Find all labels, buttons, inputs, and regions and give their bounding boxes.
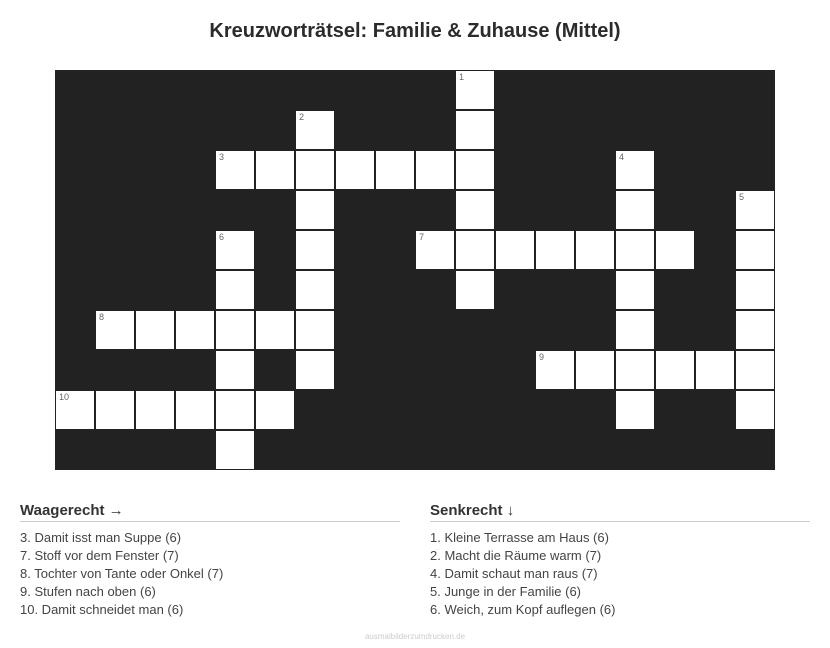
crossword-cell[interactable] — [615, 390, 655, 430]
across-clue: 8. Tochter von Tante oder Onkel (7) — [20, 566, 224, 581]
crossword-cell[interactable] — [375, 150, 415, 190]
crossword-cell[interactable] — [695, 350, 735, 390]
across-clue: 10. Damit schneidet man (6) — [20, 602, 184, 617]
crossword-cell[interactable] — [615, 230, 655, 270]
crossword-cell[interactable] — [535, 230, 575, 270]
across-heading: Waagerecht → — [20, 502, 400, 522]
clue-number: 6 — [219, 232, 225, 242]
crossword-cell[interactable] — [455, 70, 495, 110]
clue-number: 1 — [459, 72, 465, 82]
crossword-cell[interactable] — [295, 270, 335, 310]
crossword-cell[interactable] — [135, 390, 175, 430]
clue-number: 5 — [739, 192, 745, 202]
crossword-cell[interactable] — [215, 270, 255, 310]
crossword-cell[interactable] — [215, 390, 255, 430]
crossword-cell[interactable] — [735, 190, 775, 230]
clue-number: 8 — [99, 312, 105, 322]
clue-number: 2 — [299, 112, 305, 122]
crossword-cell[interactable] — [455, 230, 495, 270]
crossword-cell[interactable] — [735, 230, 775, 270]
crossword-cell[interactable] — [95, 390, 135, 430]
crossword-cell[interactable] — [335, 150, 375, 190]
down-clue: 6. Weich, zum Kopf auflegen (6) — [430, 602, 616, 617]
crossword-cell[interactable] — [575, 230, 615, 270]
crossword-cell[interactable] — [95, 310, 135, 350]
crossword-cell[interactable] — [255, 390, 295, 430]
clue-number: 4 — [619, 152, 625, 162]
crossword-cell[interactable] — [215, 430, 255, 470]
clue-number: 10 — [59, 392, 70, 402]
down-clues — [430, 502, 810, 619]
down-clue: 5. Junge in der Familie (6) — [430, 584, 582, 599]
crossword-cell[interactable] — [295, 350, 335, 390]
crossword-cell[interactable] — [55, 390, 95, 430]
across-clues — [20, 502, 400, 619]
crossword-cell[interactable] — [255, 310, 295, 350]
crossword-cell[interactable] — [295, 110, 335, 150]
crossword-cell[interactable] — [215, 150, 255, 190]
across-clue: 7. Stoff vor dem Fenster (7) — [20, 548, 179, 563]
crossword-cell[interactable] — [175, 390, 215, 430]
down-clue: 1. Kleine Terrasse am Haus (6) — [430, 530, 609, 545]
down-heading: Senkrecht ↓ — [430, 502, 810, 522]
crossword-cell[interactable] — [455, 150, 495, 190]
crossword-cell[interactable] — [615, 350, 655, 390]
clue-number: 9 — [539, 352, 545, 362]
crossword-cell[interactable] — [295, 230, 335, 270]
crossword-cell[interactable] — [175, 310, 215, 350]
crossword-cell[interactable] — [615, 190, 655, 230]
across-clue: 3. Damit isst man Suppe (6) — [20, 530, 182, 545]
crossword-cell[interactable] — [735, 350, 775, 390]
down-clue: 2. Macht die Räume warm (7) — [430, 548, 602, 563]
crossword-cell[interactable] — [575, 350, 615, 390]
crossword-cell[interactable] — [455, 110, 495, 150]
crossword-cell[interactable] — [455, 270, 495, 310]
crossword-cell[interactable] — [615, 270, 655, 310]
down-clue: 4. Damit schaut man raus (7) — [430, 566, 598, 581]
clue-number: 3 — [219, 152, 225, 162]
crossword-cell[interactable] — [215, 230, 255, 270]
crossword-cell[interactable] — [255, 150, 295, 190]
clue-number: 7 — [419, 232, 425, 242]
crossword-cell[interactable] — [495, 230, 535, 270]
crossword-cell[interactable] — [655, 230, 695, 270]
crossword-cell[interactable] — [135, 310, 175, 350]
footer-source: ausmalbilderzumdrucken.de — [364, 632, 466, 641]
crossword-cell[interactable] — [735, 270, 775, 310]
puzzle-title: Kreuzworträtsel: Familie & Zuhause (Mittel) — [209, 20, 621, 42]
crossword-grid — [55, 70, 775, 470]
crossword-cell[interactable] — [295, 190, 335, 230]
crossword-cell[interactable] — [215, 350, 255, 390]
crossword-cell[interactable] — [735, 390, 775, 430]
crossword-cell[interactable] — [415, 230, 455, 270]
crossword-cell[interactable] — [535, 350, 575, 390]
crossword-cell[interactable] — [415, 150, 455, 190]
across-clue: 9. Stufen nach oben (6) — [20, 584, 156, 599]
crossword-cell[interactable] — [295, 310, 335, 350]
crossword-cell[interactable] — [215, 310, 255, 350]
crossword-cell[interactable] — [615, 310, 655, 350]
crossword-cell[interactable] — [295, 150, 335, 190]
crossword-cell[interactable] — [655, 350, 695, 390]
crossword-cell[interactable] — [735, 310, 775, 350]
crossword-cell[interactable] — [455, 190, 495, 230]
crossword-cell[interactable] — [615, 150, 655, 190]
